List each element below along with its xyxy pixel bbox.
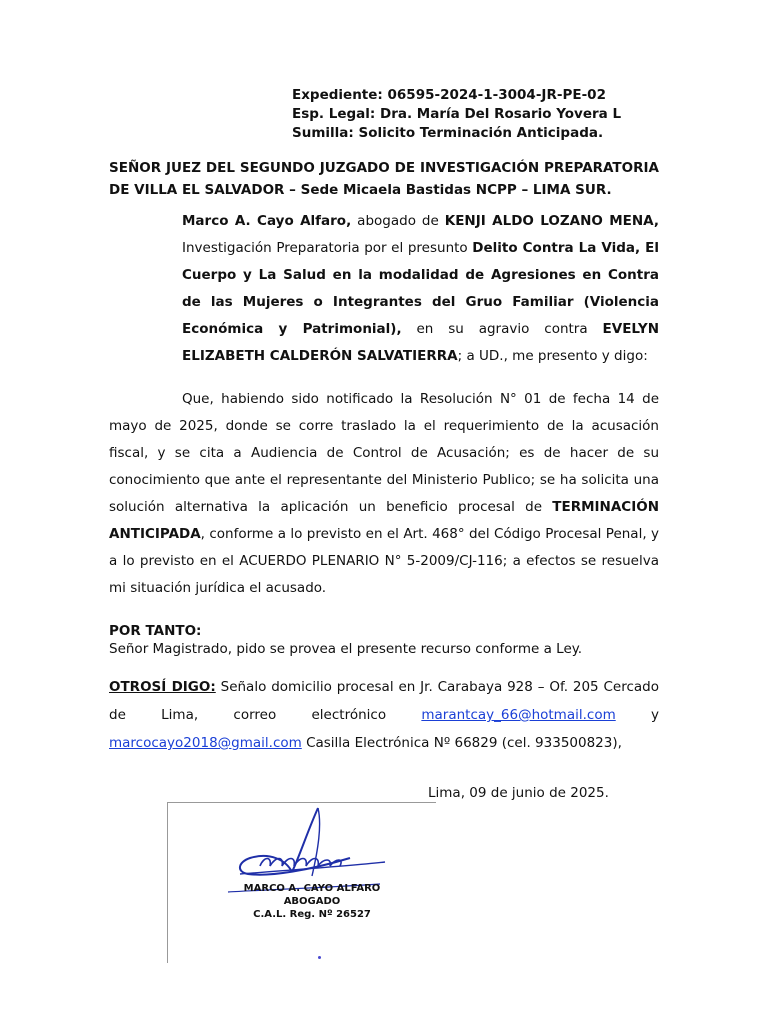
- stamp-registration: C.A.L. Reg. Nº 26527: [253, 909, 371, 920]
- por-tanto-section: [109, 622, 582, 658]
- otrosi-heading: OTROSÍ DIGO:: [109, 679, 216, 695]
- main-paragraph: [109, 386, 659, 602]
- intro-text-4: ; a UD., me presento y digo:: [457, 348, 648, 364]
- summary-line: Sumilla: Solicito Terminación Anticipada.: [292, 125, 604, 141]
- otrosi-text-2: y: [615, 707, 659, 723]
- main-text-1: Que, habiendo sido notificado la Resolución N° 01 de fecha 14 de mayo de 2025, donde se corre traslado la el requerimiento de la acusación fiscal, y se cita a Audiencia de Control de Acusación; es de hacer de su conocimiento que ante el representante del Ministerio Publico; se ha solicita una solución alternativa la aplicación un beneficio procesal de: [109, 391, 659, 515]
- main-text-2: , conforme a lo previsto en el Art. 468° del Código Procesal Penal, y a lo previsto en el ACUERDO PLENARIO N° 5-2009/CJ-116; a efectos se resuelva mi situación jurídica el acusado.: [109, 526, 659, 596]
- legal-specialist: Esp. Legal: Dra. María Del Rosario Yovera L: [292, 106, 622, 122]
- stamp-name: MARCO A. CAYO ALFARO: [243, 883, 381, 894]
- por-tanto-heading: POR TANTO:: [109, 623, 202, 639]
- case-number: Expediente: 06595-2024-1-3004-JR-PE-02: [292, 87, 606, 103]
- early-termination-phrase: TERMINACIÓN ANTICIPADA: [109, 499, 659, 542]
- stamp-title: ABOGADO: [283, 896, 341, 907]
- victim-name: EVELYN ELIZABETH CALDERÓN SALVATIERRA: [182, 321, 659, 364]
- handwritten-signature: [200, 800, 400, 895]
- intro-paragraph: [182, 208, 659, 370]
- lawyer-name: Marco A. Cayo Alfaro,: [182, 213, 352, 229]
- intro-text-3: en su agravio contra: [401, 321, 603, 337]
- lawyer-stamp: [232, 882, 392, 921]
- otrosi-text-1: Señalo domicilio procesal en Jr. Carabaya 928 – Of. 205 Cercado de Lima, correo electrónico: [109, 679, 659, 723]
- intro-text-2: Investigación Preparatoria por el presunto: [182, 240, 473, 256]
- client-name: KENJI ALDO LOZANO MENA,: [444, 213, 660, 229]
- crime-description: Delito Contra La Vida, El Cuerpo y La Salud en la modalidad de Agresiones en Contra de las Mujeres o Integrantes del Gruo Familiar (Violencia Económica y Patrimonial),: [182, 240, 659, 337]
- por-tanto-text: Señor Magistrado, pido se provea el presente recurso conforme a Ley.: [109, 641, 583, 657]
- ink-dot: [318, 956, 321, 959]
- case-header: [292, 86, 621, 143]
- place-and-date: Lima, 09 de junio de 2025.: [428, 785, 609, 801]
- email-link-gmail[interactable]: marcocayo2018@gmail.com: [109, 735, 302, 751]
- intro-text-1: abogado de: [351, 213, 445, 229]
- otrosi-text-3: Casilla Electrónica Nº 66829 (cel. 933500823),: [301, 735, 622, 751]
- email-link-hotmail[interactable]: marantcay_66@hotmail.com: [421, 707, 616, 723]
- addressee: SEÑOR JUEZ DEL SEGUNDO JUZGADO DE INVESTIGACIÓN PREPARATORIA DE VILLA EL SALVADOR – Sede Micaela Bastidas NCPP – LIMA SUR.: [109, 160, 659, 198]
- otrosi-paragraph: [109, 673, 659, 757]
